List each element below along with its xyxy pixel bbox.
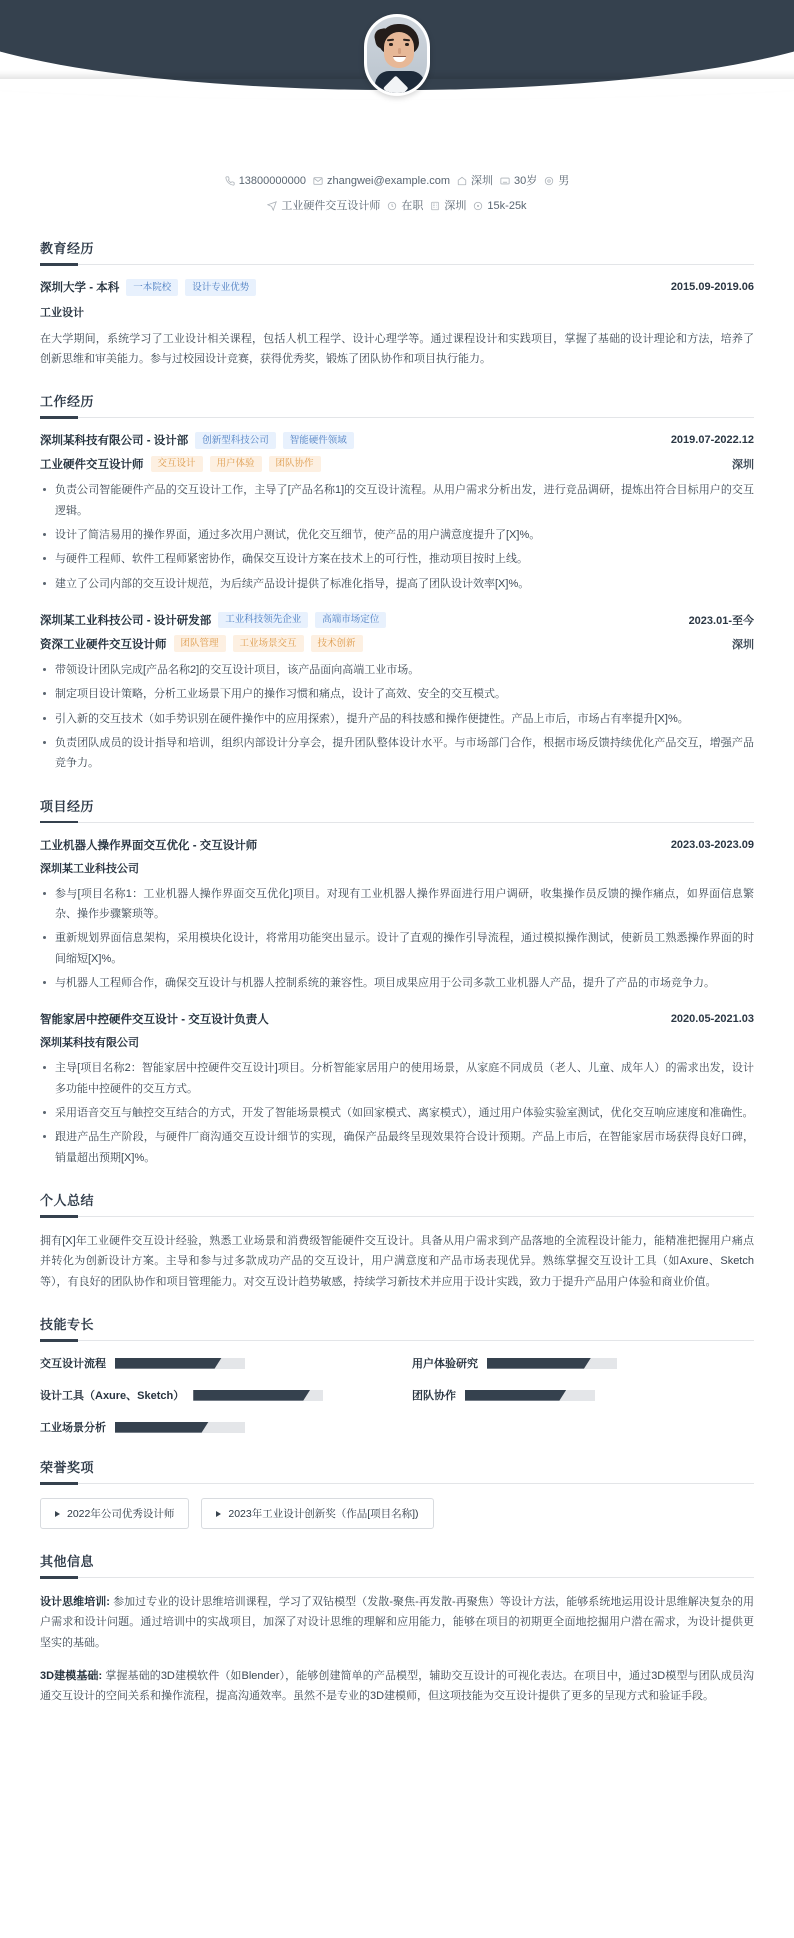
education-description: 在大学期间，系统学习了工业设计相关课程，包括人机工程学、设计心理学等。通过课程设计和实践项目，掌握了基础的设计理论和方法，培养了创新思维和审美能力。参与过校园设计竞赛，获得优秀奖，锻炼了团队协作和项目执行能力。: [40, 332, 754, 365]
other-text: [40, 1592, 754, 1653]
contact-salary: [473, 196, 526, 216]
section-title-skills: 技能专长: [40, 1317, 95, 1333]
contact-row-secondary: [0, 196, 794, 216]
contact-city: [457, 171, 493, 191]
list-item: 主导[项目名称2：智能家居中控硬件交互设计]项目。分析智能家居用户的使用场景，从家庭不同成员（老人、儿童、成年人）的需求出发，设计多功能中控硬件的交互方式。: [40, 1058, 754, 1099]
skill-bar-fill: [487, 1358, 591, 1369]
work-bullets: [40, 660, 754, 774]
contact-age: [500, 171, 537, 191]
work-entry: [40, 612, 754, 774]
section-title-awards: 荣誉奖项: [40, 1460, 95, 1476]
section-education: [40, 238, 754, 369]
contact-gender-text: 男: [558, 175, 570, 187]
id-card-icon: [500, 176, 510, 186]
skill-label: 工业场景分析: [40, 1422, 106, 1435]
project-date: 2023.03-2023.09: [670, 838, 754, 851]
project-entry: [40, 837, 754, 994]
skill-bar: [115, 1422, 245, 1433]
section-header-summary: [40, 1190, 754, 1217]
awards-list: [40, 1498, 754, 1529]
project-title: 工业机器人操作界面交互优化 - 交互设计师: [40, 839, 258, 852]
work-tag: 高端市场定位: [315, 612, 386, 629]
project-company: 深圳某科技有限公司: [40, 1037, 139, 1050]
resume-header: [0, 0, 794, 124]
project-bullets: [40, 884, 754, 994]
section-header-education: [40, 238, 754, 265]
section-header-awards: [40, 1457, 754, 1484]
work-role-tag: 团队管理: [174, 635, 226, 652]
mail-icon: [313, 176, 323, 186]
list-item: 制定项目设计策略，分析工业场景下用户的操作习惯和痛点，设计了高效、安全的交互模式。: [40, 684, 754, 704]
other-body: 掌握基础的3D建模软件（如Blender），能够创建简单的产品模型，辅助交互设计的可视化表达。在项目中，通过3D模型与团队成员沟通交互设计的空间关系和操作流程，提高沟通效率。虽然不是专业的3D建模师，但这项技能为交互设计提供了更多的呈现方式和验证手段。: [40, 1670, 754, 1703]
contact-info: [0, 159, 794, 216]
work-role-tag: 交互设计: [151, 456, 203, 473]
play-triangle-icon: [216, 1511, 221, 1517]
building-icon: [430, 201, 440, 211]
section-header-other: [40, 1551, 754, 1578]
work-bullets: [40, 480, 754, 594]
other-body: 参加过专业的设计思维培训课程，学习了双钻模型（发散-聚焦-再发散-再聚焦）等设计方法，能够系统地运用设计思维解决复杂的用户需求和设计问题。通过培训中的实战项目，加深了对设计思维的理解和应用能力，能够在项目的初期更全面地挖掘用户潜在需求，为设计提供更坚实的基础。: [40, 1596, 754, 1649]
skill-bar-fill: [193, 1390, 310, 1401]
work-date: 2019.07-2022.12: [670, 434, 754, 447]
play-triangle-icon: [55, 1511, 60, 1517]
skill-bar-fill: [465, 1390, 566, 1401]
section-summary: [40, 1190, 754, 1292]
project-title: 智能家居中控硬件交互设计 - 交互设计负责人: [40, 1014, 269, 1027]
contact-phone-text: 13800000000: [238, 175, 306, 187]
education-tag: 一本院校: [126, 279, 178, 296]
list-item: 建立了公司内部的交互设计规范，为后续产品设计提供了标准化指导，提高了团队设计效率[X]%。: [40, 574, 754, 594]
other-text: [40, 1666, 754, 1707]
section-other: [40, 1551, 754, 1707]
list-item: 设计了简洁易用的操作界面，通过多次用户测试，优化交互细节，使产品的用户满意度提升了[X]%。: [40, 525, 754, 545]
contact-row-primary: [0, 171, 794, 191]
education-date: 2015.09-2019.06: [670, 281, 754, 294]
salary-icon: [473, 201, 483, 211]
contact-phone: [225, 171, 306, 191]
award-chip[interactable]: [40, 1498, 189, 1529]
resume-body: [0, 238, 794, 1737]
contact-salary-text: 15k-25k: [487, 200, 527, 212]
skill-bar: [115, 1358, 245, 1369]
contact-status: [387, 196, 423, 216]
work-tag: 创新型科技公司: [195, 432, 276, 449]
skill-item: [40, 1419, 382, 1435]
contact-email-text: zhangwei@example.com: [326, 175, 451, 187]
award-chip[interactable]: [201, 1498, 433, 1529]
project-entry: [40, 1011, 754, 1168]
avatar-photo: [367, 17, 427, 93]
home-icon: [457, 176, 467, 186]
section-title-summary: 个人总结: [40, 1193, 95, 1209]
education-entry: [40, 279, 754, 369]
contact-position-text: 工业硬件交互设计师: [281, 200, 381, 212]
contact-position: [267, 196, 380, 216]
send-icon: [267, 201, 277, 211]
contact-status-text: 在职: [401, 200, 424, 212]
list-item: 参与[项目名称1：工业机器人操作界面交互优化]项目。对现有工业机器人操作界面进行用户调研，收集操作员反馈的操作痛点，如界面信息繁杂、操作步骤繁琐等。: [40, 884, 754, 925]
education-school: 深圳大学 - 本科: [40, 282, 120, 295]
work-role-tag: 工业场景交互: [233, 635, 304, 652]
skill-label: 团队协作: [412, 1390, 456, 1403]
phone-icon: [225, 176, 235, 186]
list-item: 负责公司智能硬件产品的交互设计工作，主导了[产品名称1]的交互设计流程。从用户需求分析出发，进行竞品调研，提炼出符合目标用户的交互逻辑。: [40, 480, 754, 521]
other-item: [40, 1666, 754, 1707]
section-header-projects: [40, 796, 754, 823]
work-location: 深圳: [732, 458, 754, 471]
skill-bar-fill: [115, 1358, 222, 1369]
skill-item: [40, 1387, 382, 1403]
section-title-education: 教育经历: [40, 241, 95, 256]
list-item: 采用语音交互与触控交互结合的方式，开发了智能场景模式（如回家模式、离家模式），通过用户体验实验室测试，优化交互响应速度和准确性。: [40, 1103, 754, 1123]
other-label: 设计思维培训:: [40, 1596, 110, 1609]
section-header-work: [40, 391, 754, 418]
other-item: [40, 1592, 754, 1653]
list-item: 引入新的交互技术（如手势识别在硬件操作中的应用探索），提升产品的科技感和操作便捷性。产品上市后，市场占有率提升[X]%。: [40, 709, 754, 729]
work-role-tag: 技术创新: [311, 635, 363, 652]
education-major: 工业设计: [40, 306, 84, 319]
skill-label: 用户体验研究: [412, 1358, 478, 1371]
contact-workcity: [430, 196, 466, 216]
avatar: [364, 14, 430, 96]
skill-label: 交互设计流程: [40, 1358, 106, 1371]
work-role: 资深工业硬件交互设计师: [40, 638, 167, 651]
skill-item: [412, 1355, 754, 1371]
skill-label: 设计工具（Axure、Sketch）: [40, 1390, 185, 1403]
work-date: 2023.01-至今: [688, 615, 754, 628]
page-title: 简小全: [365, 136, 429, 158]
list-item: 负责团队成员的设计指导和培训，组织内部设计分享会，提升团队整体设计水平。与市场部门合作，根据市场反馈持续优化产品交互，增强产品竞争力。: [40, 733, 754, 774]
skill-item: [412, 1387, 754, 1403]
list-item: 带领设计团队完成[产品名称2]的交互设计项目，该产品面向高端工业市场。: [40, 660, 754, 680]
list-item: 与硬件工程师、软件工程师紧密协作，确保交互设计方案在技术上的可行性，推动项目按时上线。: [40, 549, 754, 569]
project-date: 2020.05-2021.03: [670, 1013, 754, 1026]
section-awards: [40, 1457, 754, 1529]
skill-bar: [465, 1390, 595, 1401]
work-tag: 工业科技领先企业: [218, 612, 308, 629]
summary-text: 拥有[X]年工业硬件交互设计经验，熟悉工业场景和消费级智能硬件交互设计。具备从用户需求到产品落地的全流程设计能力，能精准把握用户痛点并转化为创新设计方案。主导和参与过多款成功产品的交互设计，用户满意度和产品市场表现优异。熟练掌握交互设计工具（如Axure、Sketch等），有良好的团队协作和项目管理能力。对交互设计趋势敏感，持续学习新技术并应用于设计实践，致力于提升产品用户体验和商业价值。: [40, 1235, 754, 1288]
list-item: 跟进产品生产阶段，与硬件厂商沟通交互设计细节的实现，确保产品最终呈现效果符合设计预期。产品上市后，在智能家居市场获得良好口碑，销量超出预期[X]%。: [40, 1127, 754, 1168]
education-tag: 设计专业优势: [185, 279, 256, 296]
skills-grid: [40, 1355, 754, 1435]
work-entry: [40, 432, 754, 594]
contact-city-text: 深圳: [471, 175, 494, 187]
list-item: 重新规划界面信息架构，采用模块化设计，将常用功能突出显示。设计了直观的操作引导流程，通过模拟操作测试，使新员工熟悉操作界面的时间缩短[X]%。: [40, 928, 754, 969]
list-item: 与机器人工程师合作，确保交互设计与机器人控制系统的兼容性。项目成果应用于公司多款工业机器人产品，提升了产品的市场竞争力。: [40, 973, 754, 993]
section-title-projects: 项目经历: [40, 798, 95, 814]
project-company: 深圳某工业科技公司: [40, 862, 139, 875]
skill-item: [40, 1355, 382, 1371]
award-label: 2023年工业设计创新奖（作品[项目名称]): [228, 1508, 419, 1521]
skill-bar-fill: [115, 1422, 209, 1433]
skill-bar: [193, 1390, 323, 1401]
work-location: 深圳: [732, 638, 754, 651]
project-bullets: [40, 1058, 754, 1168]
work-role: 工业硬件交互设计师: [40, 458, 144, 471]
contact-age-text: 30岁: [514, 175, 538, 187]
contact-gender: [544, 171, 569, 191]
work-company: 深圳某工业科技公司 - 设计研发部: [40, 615, 212, 628]
work-company: 深圳某科技有限公司 - 设计部: [40, 435, 189, 448]
section-projects: [40, 796, 754, 1168]
contact-email: [313, 171, 450, 191]
section-title-work: 工作经历: [40, 394, 95, 410]
contact-workcity-text: 深圳: [444, 200, 467, 212]
work-role-tag: 团队协作: [269, 456, 321, 473]
work-tag: 智能硬件领域: [283, 432, 354, 449]
skill-bar: [487, 1358, 617, 1369]
section-title-other: 其他信息: [40, 1554, 95, 1570]
section-work: [40, 391, 754, 773]
work-role-tag: 用户体验: [210, 456, 262, 473]
award-label: 2022年公司优秀设计师: [67, 1508, 175, 1521]
gender-icon: [544, 176, 554, 186]
other-label: 3D建模基础:: [40, 1670, 103, 1683]
status-icon: [387, 201, 397, 211]
section-header-skills: [40, 1314, 754, 1341]
section-skills: [40, 1314, 754, 1435]
